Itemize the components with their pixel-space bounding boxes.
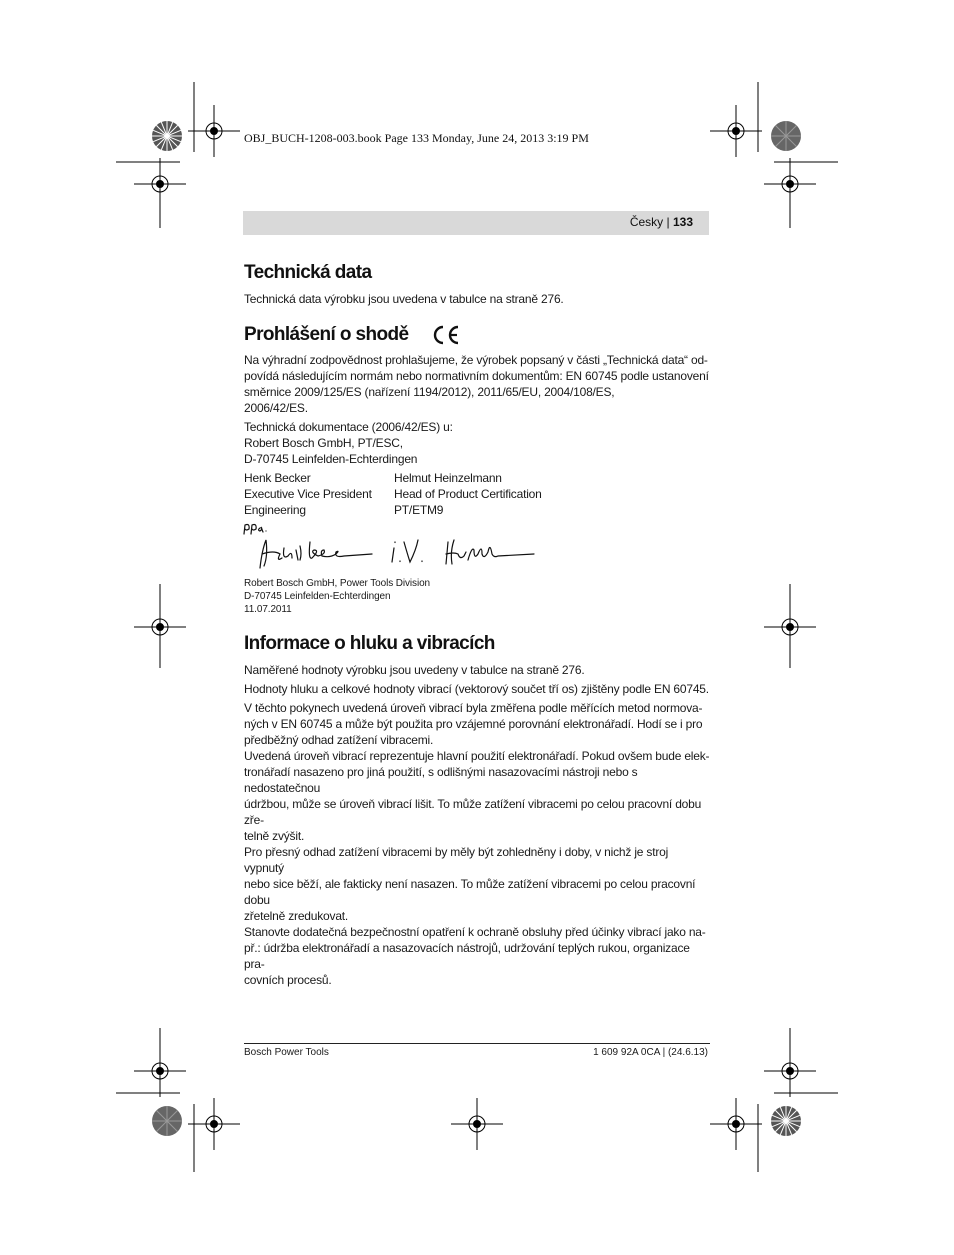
text-line: Stanovte dodatečná bezpečnostní opatření k ochraně obsluhy před účinky vibrací jako na- — [244, 925, 706, 939]
noise-para-1: Naměřené hodnoty výrobku jsou uvedeny v tabulce na straně 276. — [244, 663, 585, 677]
text-line: př.: údržba elektronářadí a nasazovacích nástrojů, udržování teplých rukou, organizace pra- — [244, 941, 690, 971]
text-line: povídá následujícím normám nebo normativním dokumentům: EN 60745 podle ustanovení — [244, 369, 709, 383]
section-title — [244, 323, 710, 347]
header-language: Česky — [629, 215, 664, 229]
text-line: údržbou, může se úroveň vibrací lišit. To může zatížení vibracemi po celou pracovní dobu zře- — [244, 797, 702, 827]
text-line: telně zvýšit. — [244, 829, 305, 843]
text-line: nebo sice běží, ale fakticky není nasazen. To může zatížení vibracemi po celou pracovní dobu — [244, 877, 696, 907]
text-line: Uvedená úroveň vibrací reprezentuje hlavní použití elektronářadí. Pokud ovšem bude elek- — [244, 749, 710, 763]
footer-rule — [244, 1043, 710, 1044]
signatory-left — [244, 470, 394, 518]
section-technical-data — [244, 261, 710, 307]
page-number: 133 — [672, 215, 693, 229]
signatories — [244, 470, 710, 518]
section-text: Technická data výrobku jsou uvedena v tabulce na straně 276. — [244, 292, 564, 306]
technical-documentation — [244, 419, 710, 467]
text-line: Na výhradní zodpovědnost prohlašujeme, že výrobek popsaný v části „Technická data“ od- — [244, 353, 708, 367]
text-line: 2006/42/ES. — [244, 401, 308, 415]
signatory-dept: Engineering — [244, 503, 306, 517]
text-line: předběžný odhad zatížení vibracemi. — [244, 733, 434, 747]
declaration-paragraph — [244, 352, 710, 416]
company-line: D-70745 Leinfelden-Echterdingen — [244, 591, 391, 602]
text-line: tronářadí nasazeno pro jiná použití, s odlišnými nasazovacími nástroji nebo s nedostatečnou — [244, 765, 638, 795]
section-declaration — [244, 323, 710, 518]
section-title: Technická data — [244, 262, 372, 283]
text-line: V těchto pokynech uvedená úroveň vibrací byla změřena podle měřících metod normova- — [244, 701, 703, 715]
section-noise-vibration — [244, 632, 710, 988]
header-separator: | — [663, 215, 673, 229]
text-line: D-70745 Leinfelden-Echterdingen — [244, 452, 418, 466]
signatory-name: Helmut Heinzelmann — [394, 471, 502, 485]
text-line: Pro přesný odhad zatížení vibracemi by měly být zohledněny i doby, v nichž je stroj vypnutý — [244, 845, 669, 875]
footer-brand: Bosch Power Tools — [244, 1047, 329, 1058]
ce-mark-icon — [431, 324, 461, 346]
page-header-bar — [243, 211, 709, 235]
signatory-right — [394, 470, 654, 518]
date-line: 11.07.2011 — [244, 604, 292, 615]
declaration-title: Prohlášení o shodě — [244, 324, 409, 345]
signatory-role: Executive Vice President — [244, 487, 372, 501]
noise-para-3 — [244, 700, 710, 988]
company-line: Robert Bosch GmbH, Power Tools Division — [244, 578, 430, 589]
text-line: covních procesů. — [244, 973, 332, 987]
signatory-name: Henk Becker — [244, 471, 311, 485]
text-line: směrnice 2009/125/ES (nařízení 1194/2012), 2011/65/EU, 2004/108/ES, — [244, 385, 615, 399]
signatory-dept: PT/ETM9 — [394, 503, 444, 517]
signatures-image — [240, 520, 540, 574]
text-line: zřetelně zredukovat. — [244, 909, 349, 923]
section-title: Informace o hluku a vibracích — [244, 633, 495, 654]
print-file-info: OBJ_BUCH-1208-003.book Page 133 Monday, June 24, 2013 3:19 PM — [244, 131, 589, 145]
text-line: Technická dokumentace (2006/42/ES) u: — [244, 420, 453, 434]
noise-para-2: Hodnoty hluku a celkové hodnoty vibrací (vektorový součet tří os) zjištěny podle EN 60745. — [244, 682, 709, 696]
page-header-label — [630, 215, 693, 229]
text-line: Robert Bosch GmbH, PT/ESC, — [244, 436, 403, 450]
company-info — [244, 577, 710, 616]
footer-doc-number: 1 609 92A 0CA | (24.6.13) — [593, 1047, 708, 1058]
text-line: ných v EN 60745 a může být použita pro vzájemné porovnání elektronářadí. Hodí se i pro — [244, 717, 703, 731]
signatory-role: Head of Product Certification — [394, 487, 542, 501]
